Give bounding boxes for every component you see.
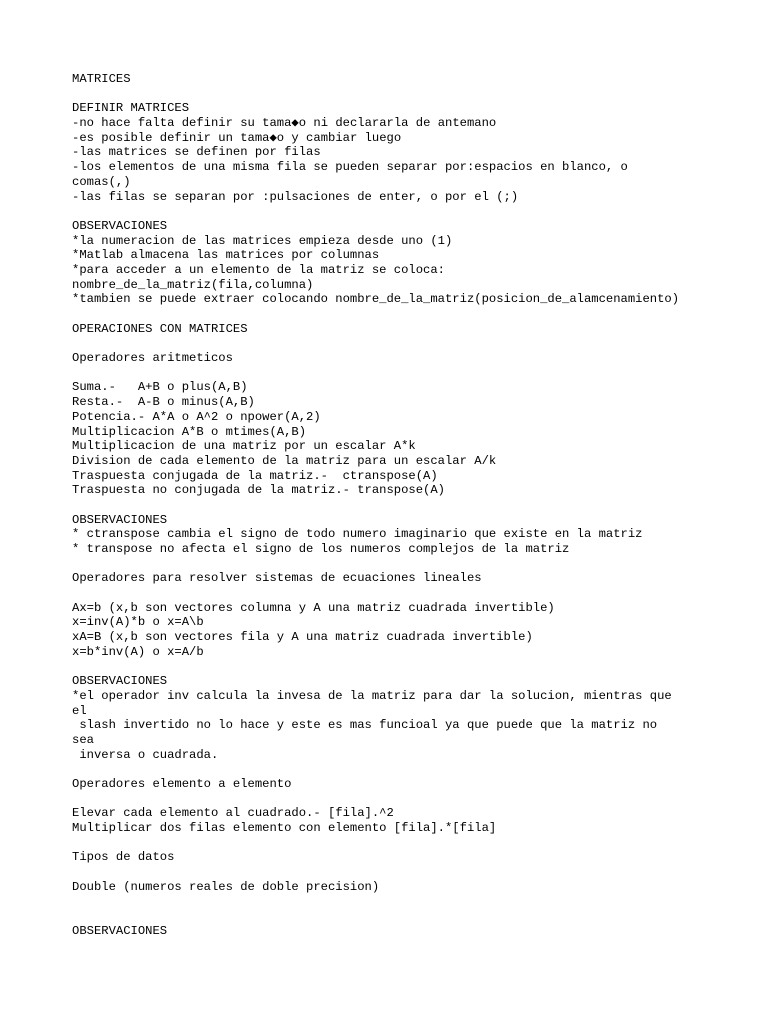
text-line: *para acceder a un elemento de la matriz se coloca: (72, 262, 445, 277)
text-line (72, 336, 712, 351)
text-line (72, 498, 712, 513)
text-line: Traspuesta conjugada de la matriz.- ctranspose(A) (72, 468, 438, 483)
text-line: Operadores para resolver sistemas de ecuaciones lineales (72, 571, 482, 586)
text-line: DEFINIR MATRICES (72, 101, 190, 116)
text-line: Suma.- A+B o plus(A,B) (72, 380, 248, 395)
text-line: x=b*inv(A) o x=A/b (72, 644, 204, 659)
text-line (72, 204, 712, 219)
document-page (72, 72, 712, 939)
text-line: *la numeracion de las matrices empieza desde uno (1) (72, 233, 453, 248)
text-line: OPERACIONES CON MATRICES (72, 321, 248, 336)
text-line (72, 836, 712, 851)
text-line: Division de cada elemento de la matriz para un escalar A/k (72, 453, 497, 468)
text-line: nombre_de_la_matriz(fila,columna) (72, 277, 314, 292)
text-line (72, 366, 712, 381)
text-line: Multiplicacion A*B o mtimes(A,B) (72, 424, 307, 439)
text-line: Ax=b (x,b son vectores columna y A una matriz cuadrada invertible) (72, 600, 555, 615)
text-line: *tambien se puede extraer colocando nombre_de_la_matriz(posicion_de_alamcenamiento) (72, 292, 680, 307)
text-line (72, 660, 712, 675)
text-line: -no hace falta definir su tama◆o ni declararla de antemano (72, 116, 497, 131)
text-line: * transpose no afecta el signo de los numeros complejos de la matriz (72, 542, 570, 556)
text-line: inversa o cuadrada. (72, 747, 219, 762)
text-line: -las matrices se definen por filas (72, 145, 321, 160)
text-line: Potencia.- A*A o A^2 o npower(A,2) (72, 409, 321, 424)
text-line: xA=B (x,b son vectores fila y A una matriz cuadrada invertible) (72, 630, 533, 645)
text-line: MATRICES (72, 72, 131, 86)
text-line: Multiplicar dos filas elemento con elemento [fila].*[fila] (72, 821, 497, 836)
text-line (72, 865, 712, 880)
text-line: Double (numeros reales de doble precision) (72, 879, 380, 894)
text-line: *Matlab almacena las matrices por columnas (72, 248, 380, 263)
text-line: -es posible definir un tama◆o y cambiar luego (72, 130, 402, 145)
text-line: Traspuesta no conjugada de la matriz.- transpose(A) (72, 483, 445, 498)
text-line: Operadores aritmeticos (72, 351, 233, 366)
text-line (72, 307, 712, 322)
text-line (72, 557, 712, 572)
text-line: Multiplicacion de una matriz por un escalar A*k (72, 439, 416, 454)
text-line: comas(,) (72, 174, 131, 189)
text-line (72, 792, 712, 807)
text-line: OBSERVACIONES (72, 218, 168, 233)
text-line: x=inv(A)*b o x=A\b (72, 615, 204, 630)
text-line (72, 586, 712, 601)
text-line (72, 762, 712, 777)
text-line (72, 909, 712, 924)
text-line: Elevar cada elemento al cuadrado.- [fila].^2 (72, 806, 394, 821)
text-line: Operadores elemento a elemento (72, 777, 292, 791)
text-line: OBSERVACIONES (72, 674, 168, 689)
text-line: *el operador inv calcula la invesa de la matriz para dar la solucion, mientras que (72, 688, 672, 703)
text-line: el (72, 703, 87, 718)
text-line: -los elementos de una misma fila se pueden separar por:espacios en blanco, o (72, 160, 628, 175)
text-line: sea (72, 732, 94, 747)
text-line: slash invertido no lo hace y este es mas funcioal ya que puede que la matriz no (72, 718, 658, 733)
text-line: Tipos de datos (72, 850, 175, 865)
text-line: * ctranspose cambia el signo de todo numero imaginario que existe en la matriz (72, 527, 643, 542)
text-line (72, 87, 712, 102)
text-line: OBSERVACIONES (72, 923, 168, 938)
text-line: OBSERVACIONES (72, 512, 168, 527)
text-line: -las filas se separan por :pulsaciones de enter, o por el (;) (72, 189, 519, 204)
text-line (72, 895, 712, 910)
text-line: Resta.- A-B o minus(A,B) (72, 395, 255, 410)
